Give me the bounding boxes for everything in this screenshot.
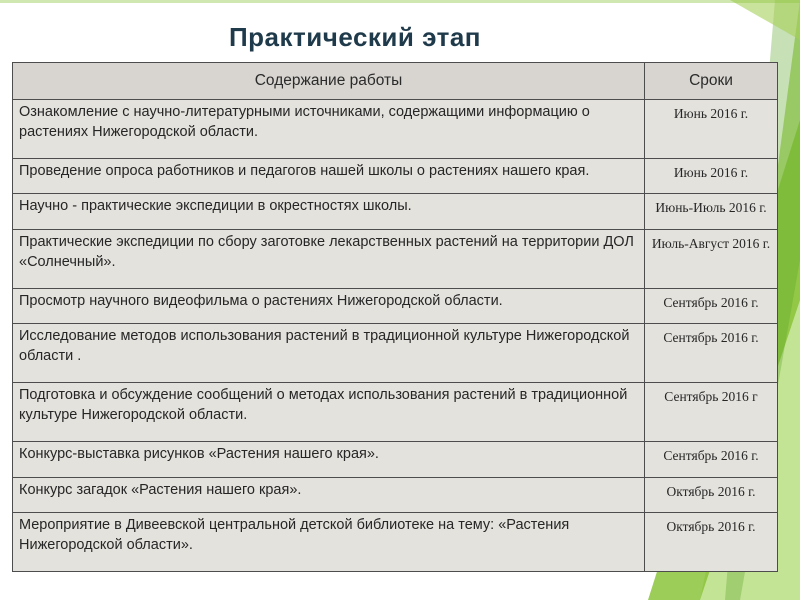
table-row bbox=[13, 159, 778, 194]
row-content: Научно - практические экспедиции в окрестностях школы. bbox=[13, 194, 645, 229]
row-date: Июнь 2016 г. bbox=[645, 159, 778, 194]
table-row bbox=[13, 442, 778, 477]
row-content: Мероприятие в Дивеевской центральной детской библиотеке на тему: «Растения Нижегородской области». bbox=[13, 512, 645, 571]
row-content: Практические экспедиции по сбору заготовке лекарственных растений на территории ДОЛ «Солнечный». bbox=[13, 229, 645, 288]
table-header-row bbox=[13, 63, 778, 100]
row-date: Сентябрь 2016 г bbox=[645, 383, 778, 442]
table-row bbox=[13, 477, 778, 512]
row-content: Конкурс-выставка рисунков «Растения нашего края». bbox=[13, 442, 645, 477]
table-row bbox=[13, 383, 778, 442]
table-row bbox=[13, 288, 778, 323]
row-content: Просмотр научного видеофильма о растениях Нижегородской области. bbox=[13, 288, 645, 323]
row-date: Октябрь 2016 г. bbox=[645, 512, 778, 571]
row-date: Июнь-Июль 2016 г. bbox=[645, 194, 778, 229]
header-dates: Сроки bbox=[645, 63, 778, 100]
row-date: Июль-Август 2016 г. bbox=[645, 229, 778, 288]
row-content: Подготовка и обсуждение сообщений о методах использования растений в традиционной культуре Нижегородской области. bbox=[13, 383, 645, 442]
table-row bbox=[13, 100, 778, 159]
row-content: Ознакомление с научно-литературными источниками, содержащими информацию о растениях Нижегородской области. bbox=[13, 100, 645, 159]
row-content: Конкурс загадок «Растения нашего края». bbox=[13, 477, 645, 512]
row-content: Исследование методов использования растений в традиционной культуре Нижегородской области . bbox=[13, 324, 645, 383]
row-date: Сентябрь 2016 г. bbox=[645, 288, 778, 323]
row-date: Октябрь 2016 г. bbox=[645, 477, 778, 512]
table-row bbox=[13, 194, 778, 229]
row-date: Сентябрь 2016 г. bbox=[645, 324, 778, 383]
slide-title: Практический этап bbox=[228, 22, 482, 52]
row-content: Проведение опроса работников и педагогов нашей школы о растениях нашего края. bbox=[13, 159, 645, 194]
header-content: Содержание работы bbox=[13, 63, 645, 100]
table-row bbox=[13, 512, 778, 571]
schedule-table-container bbox=[12, 62, 778, 572]
table-row bbox=[13, 229, 778, 288]
schedule-table bbox=[12, 62, 778, 572]
table-row bbox=[13, 324, 778, 383]
row-date: Июнь 2016 г. bbox=[645, 100, 778, 159]
row-date: Сентябрь 2016 г. bbox=[645, 442, 778, 477]
